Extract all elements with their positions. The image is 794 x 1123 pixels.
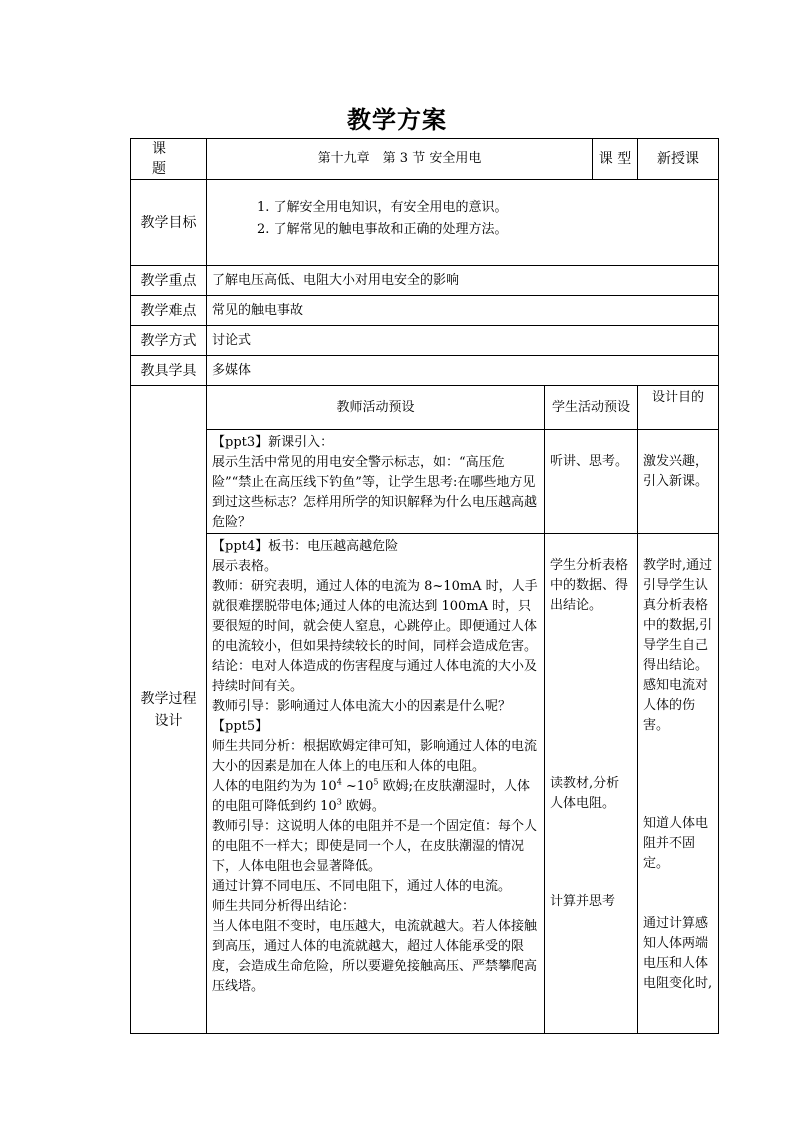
ppt5-marker: 【ppt5】	[212, 719, 269, 734]
difficulty-value: 常见的触电事故	[207, 296, 719, 326]
teacher-guide-question: 教师引导：影响通过人体电流大小的因素是什么呢？	[212, 699, 512, 714]
body-resistance-text: 人体的电阻约为为 $10^4$ $\sim 10^5$ 欧姆;在皮肤潮湿时，人体的电阻可降低到约 $10^3$ 欧姆。	[212, 777, 530, 814]
tools-value: 多媒体	[207, 356, 719, 386]
student-calculate: 计算并思考	[550, 894, 616, 909]
teacher-header: 教师活动预设	[207, 386, 545, 430]
lesson-type-label: 课 型	[593, 139, 638, 180]
process-label-line1: 教学过程	[140, 690, 197, 707]
key-point-value: 了解电压高低、电阻大小对用电安全的影响	[207, 266, 719, 296]
process-row-main	[131, 534, 719, 1034]
final-conclusion-text: 当人体电阻不变时，电压越大，电流就越大。若人体接触到高压，通过人体的电流就越大，超过人体能承受的限度，会造成生命危险，所以要避免接触高压、严禁攀爬高压线塔。	[212, 919, 538, 994]
conclusion-text: 结论：电对人体造成的伤害程度与通过人体电流的大小及持续时间有关。	[212, 659, 538, 694]
topic-value: 第十九章 第 3 节 安全用电	[207, 139, 593, 180]
purpose-resistance: 知道人体电阻并不固定。	[643, 816, 709, 871]
teacher-guide-resistance: 教师引导：这说明人体的电阻并不是一个固定值：每个人的电阻不一样大；即使是同一个人，在皮肤潮湿的情况下，人体电阻也会显著降低。	[212, 819, 538, 874]
student-main-cell	[545, 534, 638, 1034]
joint-analysis-text: 师生共同分析：根据欧姆定律可知，影响通过人体的电流大小的因素是加在人体上的电压和人体的电阻。	[212, 739, 538, 774]
teacher-research-text: 教师：研究表明，通过人体的电流为 8~10mA 时，人手就很难摆脱带电体;通过人体的电流达到 100mA 时，只要很短的时间，就会使人窒息，心跳停止。即便通过人体的电流较小，但如果持续较长的时间，同样会造成危害。	[212, 579, 538, 654]
process-header-row	[131, 386, 719, 430]
student-read-textbook: 读教材,分析人体电阻。	[550, 776, 620, 811]
goal-item: 2. 了解常见的触电事故和正确的处理方法。	[257, 222, 508, 237]
goals-row	[131, 180, 719, 266]
teacher-intro-cell	[207, 430, 545, 534]
board-writing: 【ppt4】板书：电压越高越危险	[212, 539, 399, 554]
purpose-calculation: 通过计算感知人体两端电压和人体电阻变化时,	[643, 916, 713, 991]
goal-item: 1. 了解安全用电知识，有安全用电的意识。	[257, 200, 508, 215]
student-intro-cell: 听讲、思考。	[545, 430, 638, 534]
tools-label: 教具学具	[131, 356, 207, 386]
goals-label: 教学目标	[131, 180, 207, 266]
lesson-plan-table	[130, 138, 719, 1034]
key-point-row	[131, 266, 719, 296]
key-point-label: 教学重点	[131, 266, 207, 296]
teacher-intro-text: 展示生活中常见的用电安全警示标志，如：“高压危险”“禁止在高压线下钓鱼”等，让学生思考:在哪些地方见到过这些标志？怎样用所学的知识解释为什么电压越高越危险？	[212, 455, 538, 530]
purpose-table-analysis: 教学时,通过引导学生认真分析表格中的数据,引导学生自己得出结论。感知电流对人体的伤害。	[643, 558, 713, 733]
difficulty-label: 教学难点	[131, 296, 207, 326]
lesson-type-value: 新授课	[638, 139, 719, 180]
joint-conclusion-title: 师生共同分析得出结论：	[212, 899, 356, 914]
process-label	[131, 386, 207, 1034]
student-header: 学生活动预设	[545, 386, 638, 430]
teacher-intro-title: 【ppt3】新课引入：	[212, 435, 334, 450]
topic-label: 课 题	[131, 139, 207, 180]
method-row	[131, 326, 719, 356]
process-label-line2: 设计	[154, 712, 183, 729]
topic-row	[131, 139, 719, 180]
method-value: 讨论式	[207, 326, 719, 356]
method-label: 教学方式	[131, 326, 207, 356]
goals-list	[207, 180, 719, 266]
student-analyze-table: 学生分析表格中的数据、得出结论。	[550, 558, 629, 613]
purpose-intro-cell: 激发兴趣，引入新课。	[638, 430, 719, 534]
process-row-intro	[131, 430, 719, 534]
purpose-main-cell	[638, 534, 719, 1034]
calculation-text: 通过计算不同电压、不同电阻下，通过人体的电流。	[212, 879, 512, 894]
document-title: 教学方案	[347, 105, 447, 134]
purpose-header: 设计目的	[638, 386, 719, 430]
show-table-text: 展示表格。	[212, 559, 278, 574]
difficulty-row	[131, 296, 719, 326]
tools-row	[131, 356, 719, 386]
teacher-main-cell	[207, 534, 545, 1034]
